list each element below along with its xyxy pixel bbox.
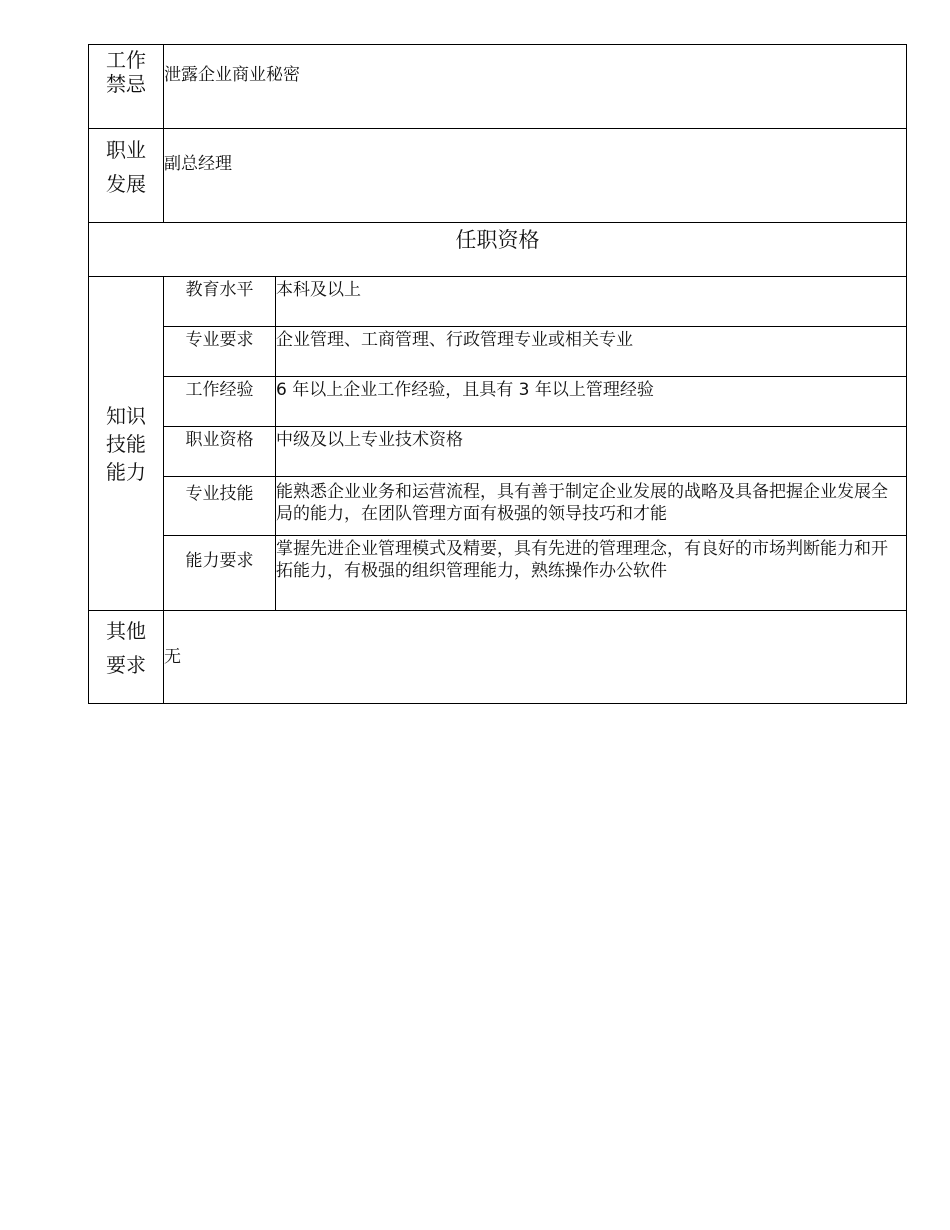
other-row — [89, 611, 907, 704]
ability-row — [89, 327, 907, 377]
education-value: 本科及以上 — [276, 277, 907, 327]
career-label: 职业 发展 — [89, 129, 164, 223]
education-label: 教育水平 — [164, 277, 276, 327]
certification-value: 中级及以上专业技术资格 — [276, 427, 907, 477]
competency-label: 能力要求 — [164, 536, 276, 611]
ability-row — [89, 277, 907, 327]
ability-row — [89, 427, 907, 477]
qualification-title: 任职资格 — [89, 223, 907, 277]
skills-value: 能熟悉企业业务和运营流程，具有善于制定企业发展的战略及具备把握企业发展全局的能力，在团队管理方面有极强的领导技巧和才能 — [276, 477, 907, 536]
ability-row — [89, 536, 907, 611]
taboo-label: 工作 禁忌 — [89, 45, 164, 129]
competency-value: 掌握先进企业管理模式及精要，具有先进的管理理念，有良好的市场判断能力和开拓能力，有极强的组织管理能力，熟练操作办公软件 — [276, 536, 907, 611]
major-value: 企业管理、工商管理、行政管理专业或相关专业 — [276, 327, 907, 377]
qualification-header-row — [89, 223, 907, 277]
skills-label: 专业技能 — [164, 477, 276, 536]
career-row — [89, 129, 907, 223]
certification-label: 职业资格 — [164, 427, 276, 477]
major-label: 专业要求 — [164, 327, 276, 377]
taboo-value: 泄露企业商业秘密 — [164, 45, 907, 129]
ability-label: 知识 技能 能力 — [89, 277, 164, 611]
experience-value: 6 年以上企业工作经验，且具有 3 年以上管理经验 — [276, 377, 907, 427]
taboo-row — [89, 45, 907, 129]
other-label: 其他 要求 — [89, 611, 164, 704]
career-value: 副总经理 — [164, 129, 907, 223]
job-description-table — [88, 44, 907, 704]
experience-label: 工作经验 — [164, 377, 276, 427]
ability-row — [89, 477, 907, 536]
other-value: 无 — [164, 611, 907, 704]
ability-row — [89, 377, 907, 427]
